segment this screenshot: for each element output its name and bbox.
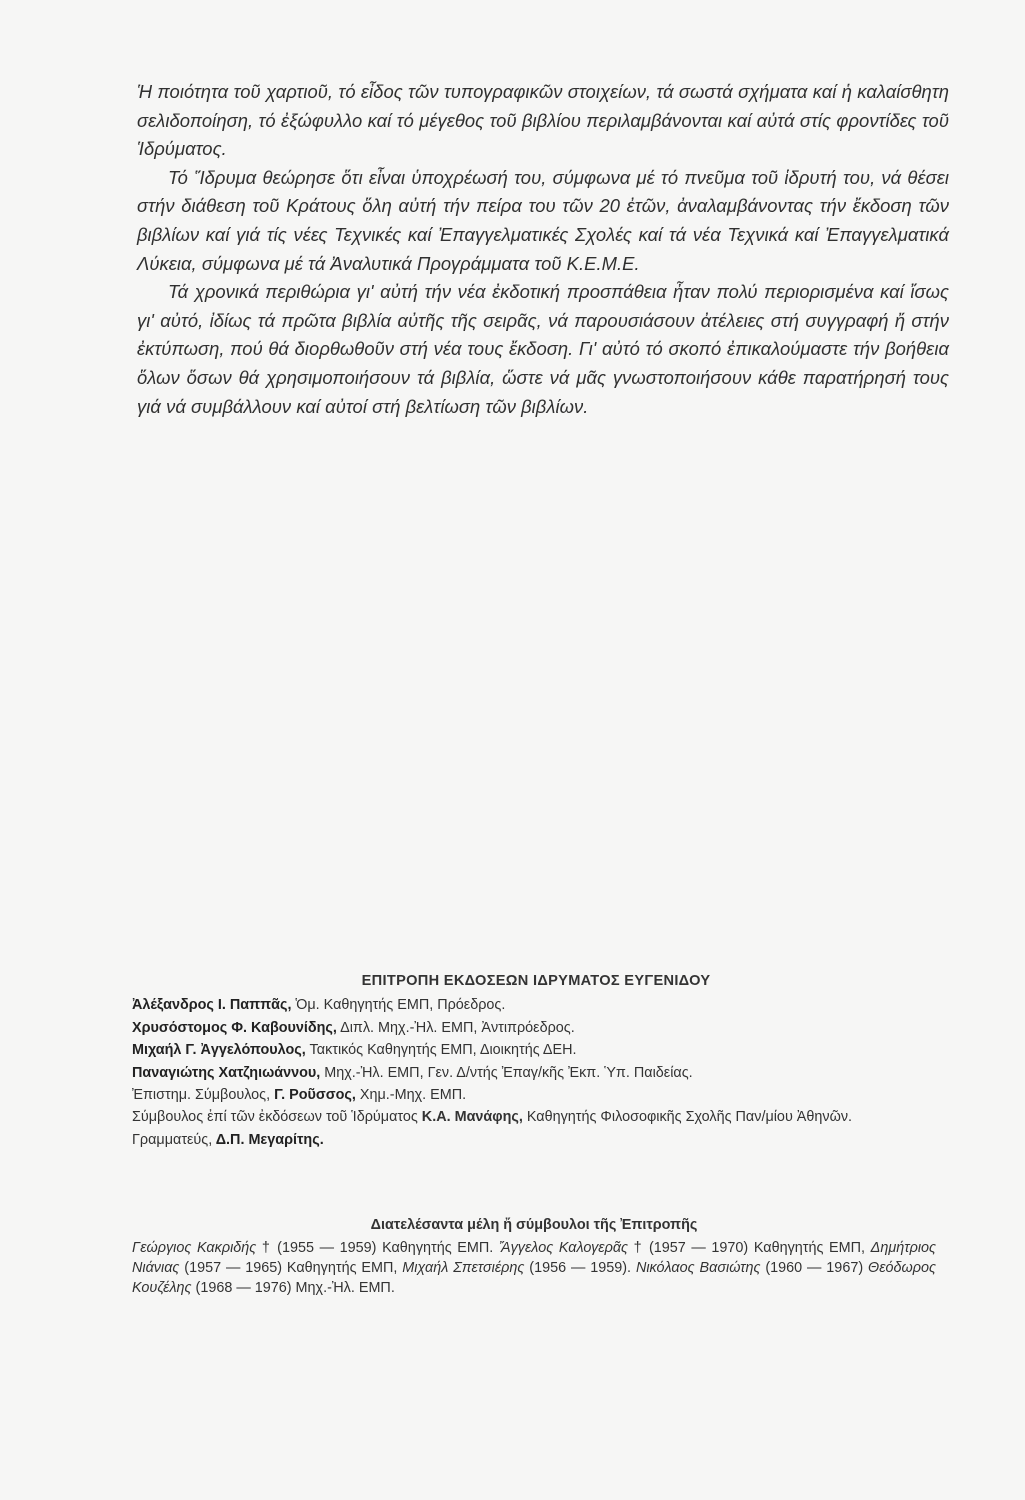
- member-name: Παναγιώτης Χατζηιωάννου,: [132, 1064, 321, 1081]
- advisor-prefix: Ἐπιστημ. Σύμβουλος,: [132, 1087, 271, 1104]
- advisor-role: Χημ.-Μηχ. ΕΜΠ.: [355, 1087, 467, 1104]
- former-member-info: (1956 — 1959).: [524, 1260, 636, 1276]
- intro-text: [137, 78, 949, 421]
- consultant-prefix: Σύμβουλος ἐπί τῶν ἐκδόσεων τοῦ Ἱδρύματος: [132, 1109, 418, 1126]
- intro-paragraph-1: Ἡ ποιότητα τοῦ χαρτιοῦ, τό εἶδος τῶν τυπογραφικῶν στοιχείων, τά σωστά σχήματα καί ἡ καλαίσθητη σελιδοποίηση, τό ἐξώφυλλο καί τό μέγεθος τοῦ βιβλίου περιλαμβάνονται καί αὐτά στίς φροντίδες τοῦ Ἱδρύματος.: [137, 81, 949, 160]
- committee-heading: ΕΠΙΤΡΟΠΗ ΕΚΔΟΣΕΩΝ ΙΔΡΥΜΑΤΟΣ ΕΥΓΕΝΙΔΟΥ: [361, 973, 711, 989]
- former-member-info: (1968 — 1976) Μηχ.-Ἠλ. ΕΜΠ.: [191, 1280, 395, 1296]
- former-member-info: (1957 — 1965) Καθηγητής ΕΜΠ,: [179, 1260, 403, 1276]
- editorial-committee: [132, 970, 940, 1151]
- consultant-role: Καθηγητής Φιλοσοφικῆς Σχολῆς Παν/μίου Ἀθηνῶν.: [522, 1109, 853, 1126]
- member-name: Χρυσόστομος Φ. Καβουνίδης,: [132, 1019, 337, 1036]
- secretary: [132, 1129, 940, 1151]
- committee-member: [132, 1039, 940, 1061]
- intro-paragraph-2: Τό Ἵδρυμα θεώρησε ὅτι εἶναι ὑποχρέωσή του, σύμφωνα μέ τό πνεῦμα τοῦ ἱδρυτή του, νά θέσει στήν διάθεση τοῦ Κράτους ὅλη αὐτή τήν πείρα του τῶν 20 ἐτῶν, ἀναλαμβάνοντας τήν ἔκδοση τῶν βιβλίων καί γιά τίς νέες Τεχνικές καί Ἐπαγγελματικές Σχολές καί τά νέα Τεχνικά καί Ἐπαγγελματικά Λύκεια, σύμφωνα μέ τά Ἀναλυτικά Προγράμματα τοῦ Κ.Ε.Μ.Ε.: [137, 166, 949, 274]
- scientific-advisor: [132, 1084, 940, 1106]
- former-member-info: † (1957 — 1970) Καθηγητής ΕΜΠ,: [628, 1240, 871, 1256]
- member-role: Διπλ. Μηχ.-Ἠλ. ΕΜΠ, Ἀντιπρόεδρος.: [336, 1019, 575, 1036]
- former-member-name: Δημήτριος Νιάνιας: [132, 1240, 937, 1276]
- publications-consultant: [132, 1106, 940, 1128]
- former-member-name: Γεώργιος Κακριδής: [132, 1240, 257, 1256]
- former-member-info: † (1955 — 1959) Καθηγητής ΕΜΠ.: [256, 1240, 499, 1256]
- secretary-name: Δ.Π. Μεγαρίτης.: [212, 1131, 324, 1148]
- advisor-name: Γ. Ροῦσσος,: [270, 1087, 356, 1104]
- former-member-name: Μιχαήλ Σπετσιέρης: [402, 1260, 525, 1276]
- former-members-text: [132, 1238, 936, 1298]
- consultant-name: Κ.Α. Μανάφης,: [417, 1109, 523, 1126]
- committee-member: [132, 1017, 940, 1039]
- secretary-prefix: Γραμματεύς,: [132, 1131, 213, 1148]
- former-member-info: (1960 — 1967): [760, 1260, 868, 1276]
- member-name: Ἀλέξανδρος Ι. Παππᾶς,: [132, 997, 292, 1014]
- member-role: Τακτικός Καθηγητής ΕΜΠ, Διοικητής ΔΕΗ.: [305, 1042, 577, 1059]
- former-member-name: Νικόλαος Βασιώτης: [635, 1260, 761, 1276]
- committee-member: [132, 1062, 940, 1084]
- former-members-heading: Διατελέσαντα μέλη ἤ σύμβουλοι τῆς Ἐπιτροπῆς: [370, 1217, 698, 1233]
- member-role: Ὁμ. Καθηγητής ΕΜΠ, Πρόεδρος.: [291, 997, 506, 1014]
- member-role: Μηχ.-Ἠλ. ΕΜΠ, Γεν. Δ/ντής Ἐπαγ/κῆς Ἐκπ. Ὑπ. Παιδείας.: [320, 1064, 693, 1081]
- former-members: [132, 1215, 936, 1298]
- intro-paragraph-3: Τά χρονικά περιθώρια γι' αὐτή τήν νέα ἐκδοτική προσπάθεια ἦταν πολύ περιορισμένα καί ἴσως γι' αὐτό, ἰδίως τά πρῶτα βιβλία αὐτῆς τῆς σειρᾶς, νά παρουσιάσουν ἀτέλειες στή συγγραφή ἤ στήν ἐκτύπωση, πού θά διορθωθοῦν στή νέα τους ἔκδοση. Γι' αὐτό τό σκοπό ἐπικαλούμαστε τήν βοήθεια ὅλων ὅσων θά χρησιμοποιήσουν τά βιβλία, ὥστε νά μᾶς γνωστοποιήσουν κάθε παρατήρησή τους γιά νά συμβάλλουν καί αὐτοί στή βελτίωση τῶν βιβλίων.: [137, 281, 949, 417]
- member-name: Μιχαήλ Γ. Ἀγγελόπουλος,: [132, 1042, 306, 1059]
- former-member-name: Ἄγγελος Καλογερᾶς: [498, 1240, 629, 1256]
- former-member-name: Θεόδωρος Κουζέλης: [132, 1260, 936, 1296]
- committee-member: [132, 994, 940, 1016]
